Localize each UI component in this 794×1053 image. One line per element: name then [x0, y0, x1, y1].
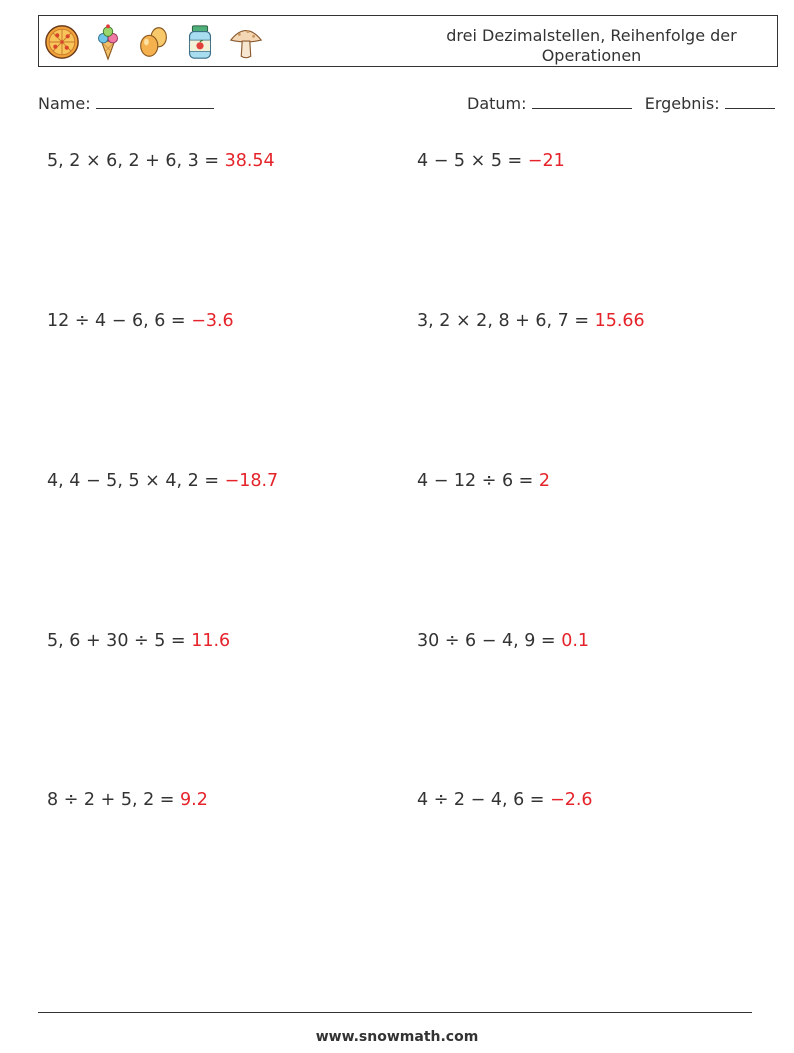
- problem-answer: 2: [538, 471, 551, 491]
- problem-expression: 5, 2 × 6, 2 + 6, 3 =: [47, 151, 219, 171]
- mushroom-icon: [227, 23, 265, 61]
- problem-2: [417, 151, 565, 171]
- pizza-icon: [43, 23, 81, 61]
- problem-expression: 30 ÷ 6 − 4, 9 =: [417, 631, 556, 651]
- eggs-icon: [135, 23, 173, 61]
- problem-expression: 4, 4 − 5, 5 × 4, 2 =: [47, 471, 219, 491]
- problem-9: [47, 790, 208, 810]
- problem-8: [417, 631, 589, 651]
- problem-expression: 3, 2 × 2, 8 + 6, 7 =: [417, 311, 589, 331]
- problem-expression: 4 − 12 ÷ 6 =: [417, 471, 534, 491]
- problem-5: [47, 471, 278, 491]
- ice-cream-icon: [89, 23, 127, 61]
- problem-1: [47, 151, 275, 171]
- problem-7: [47, 631, 230, 651]
- problem-answer: −21: [527, 151, 565, 171]
- name-blank[interactable]: [96, 94, 214, 109]
- date-result-field: [467, 94, 775, 113]
- problem-10: [417, 790, 593, 810]
- problem-answer: −18.7: [224, 471, 279, 491]
- problem-6: [417, 471, 550, 491]
- problem-expression: 5, 6 + 30 ÷ 5 =: [47, 631, 186, 651]
- problem-answer: −2.6: [550, 790, 593, 810]
- name-label: Name:: [38, 94, 91, 113]
- result-label: Ergebnis:: [644, 94, 720, 113]
- result-blank[interactable]: [725, 94, 775, 109]
- problem-answer: 9.2: [180, 790, 208, 810]
- footer-url[interactable]: www.snowmath.com: [315, 1029, 479, 1045]
- problem-expression: 4 ÷ 2 − 4, 6 =: [417, 790, 545, 810]
- worksheet-title: drei Dezimalstellen, Reihenfolge der Operationen: [446, 26, 737, 65]
- problem-4: [417, 311, 645, 331]
- problem-3: [47, 311, 234, 331]
- date-label: Datum:: [467, 94, 527, 113]
- date-blank[interactable]: [532, 94, 632, 109]
- problem-answer: −3.6: [191, 311, 234, 331]
- name-field: [38, 94, 214, 113]
- header-icons: [43, 22, 273, 62]
- problem-answer: 11.6: [191, 631, 231, 651]
- problem-answer: 0.1: [561, 631, 590, 651]
- problem-expression: 8 ÷ 2 + 5, 2 =: [47, 790, 175, 810]
- problem-answer: 38.54: [224, 151, 275, 171]
- problem-expression: 4 − 5 × 5 =: [417, 151, 523, 171]
- jam-jar-icon: [181, 23, 219, 61]
- problem-expression: 12 ÷ 4 − 6, 6 =: [47, 311, 186, 331]
- footer-divider: [38, 1012, 752, 1013]
- problem-answer: 15.66: [594, 311, 645, 331]
- header-box: [38, 15, 778, 67]
